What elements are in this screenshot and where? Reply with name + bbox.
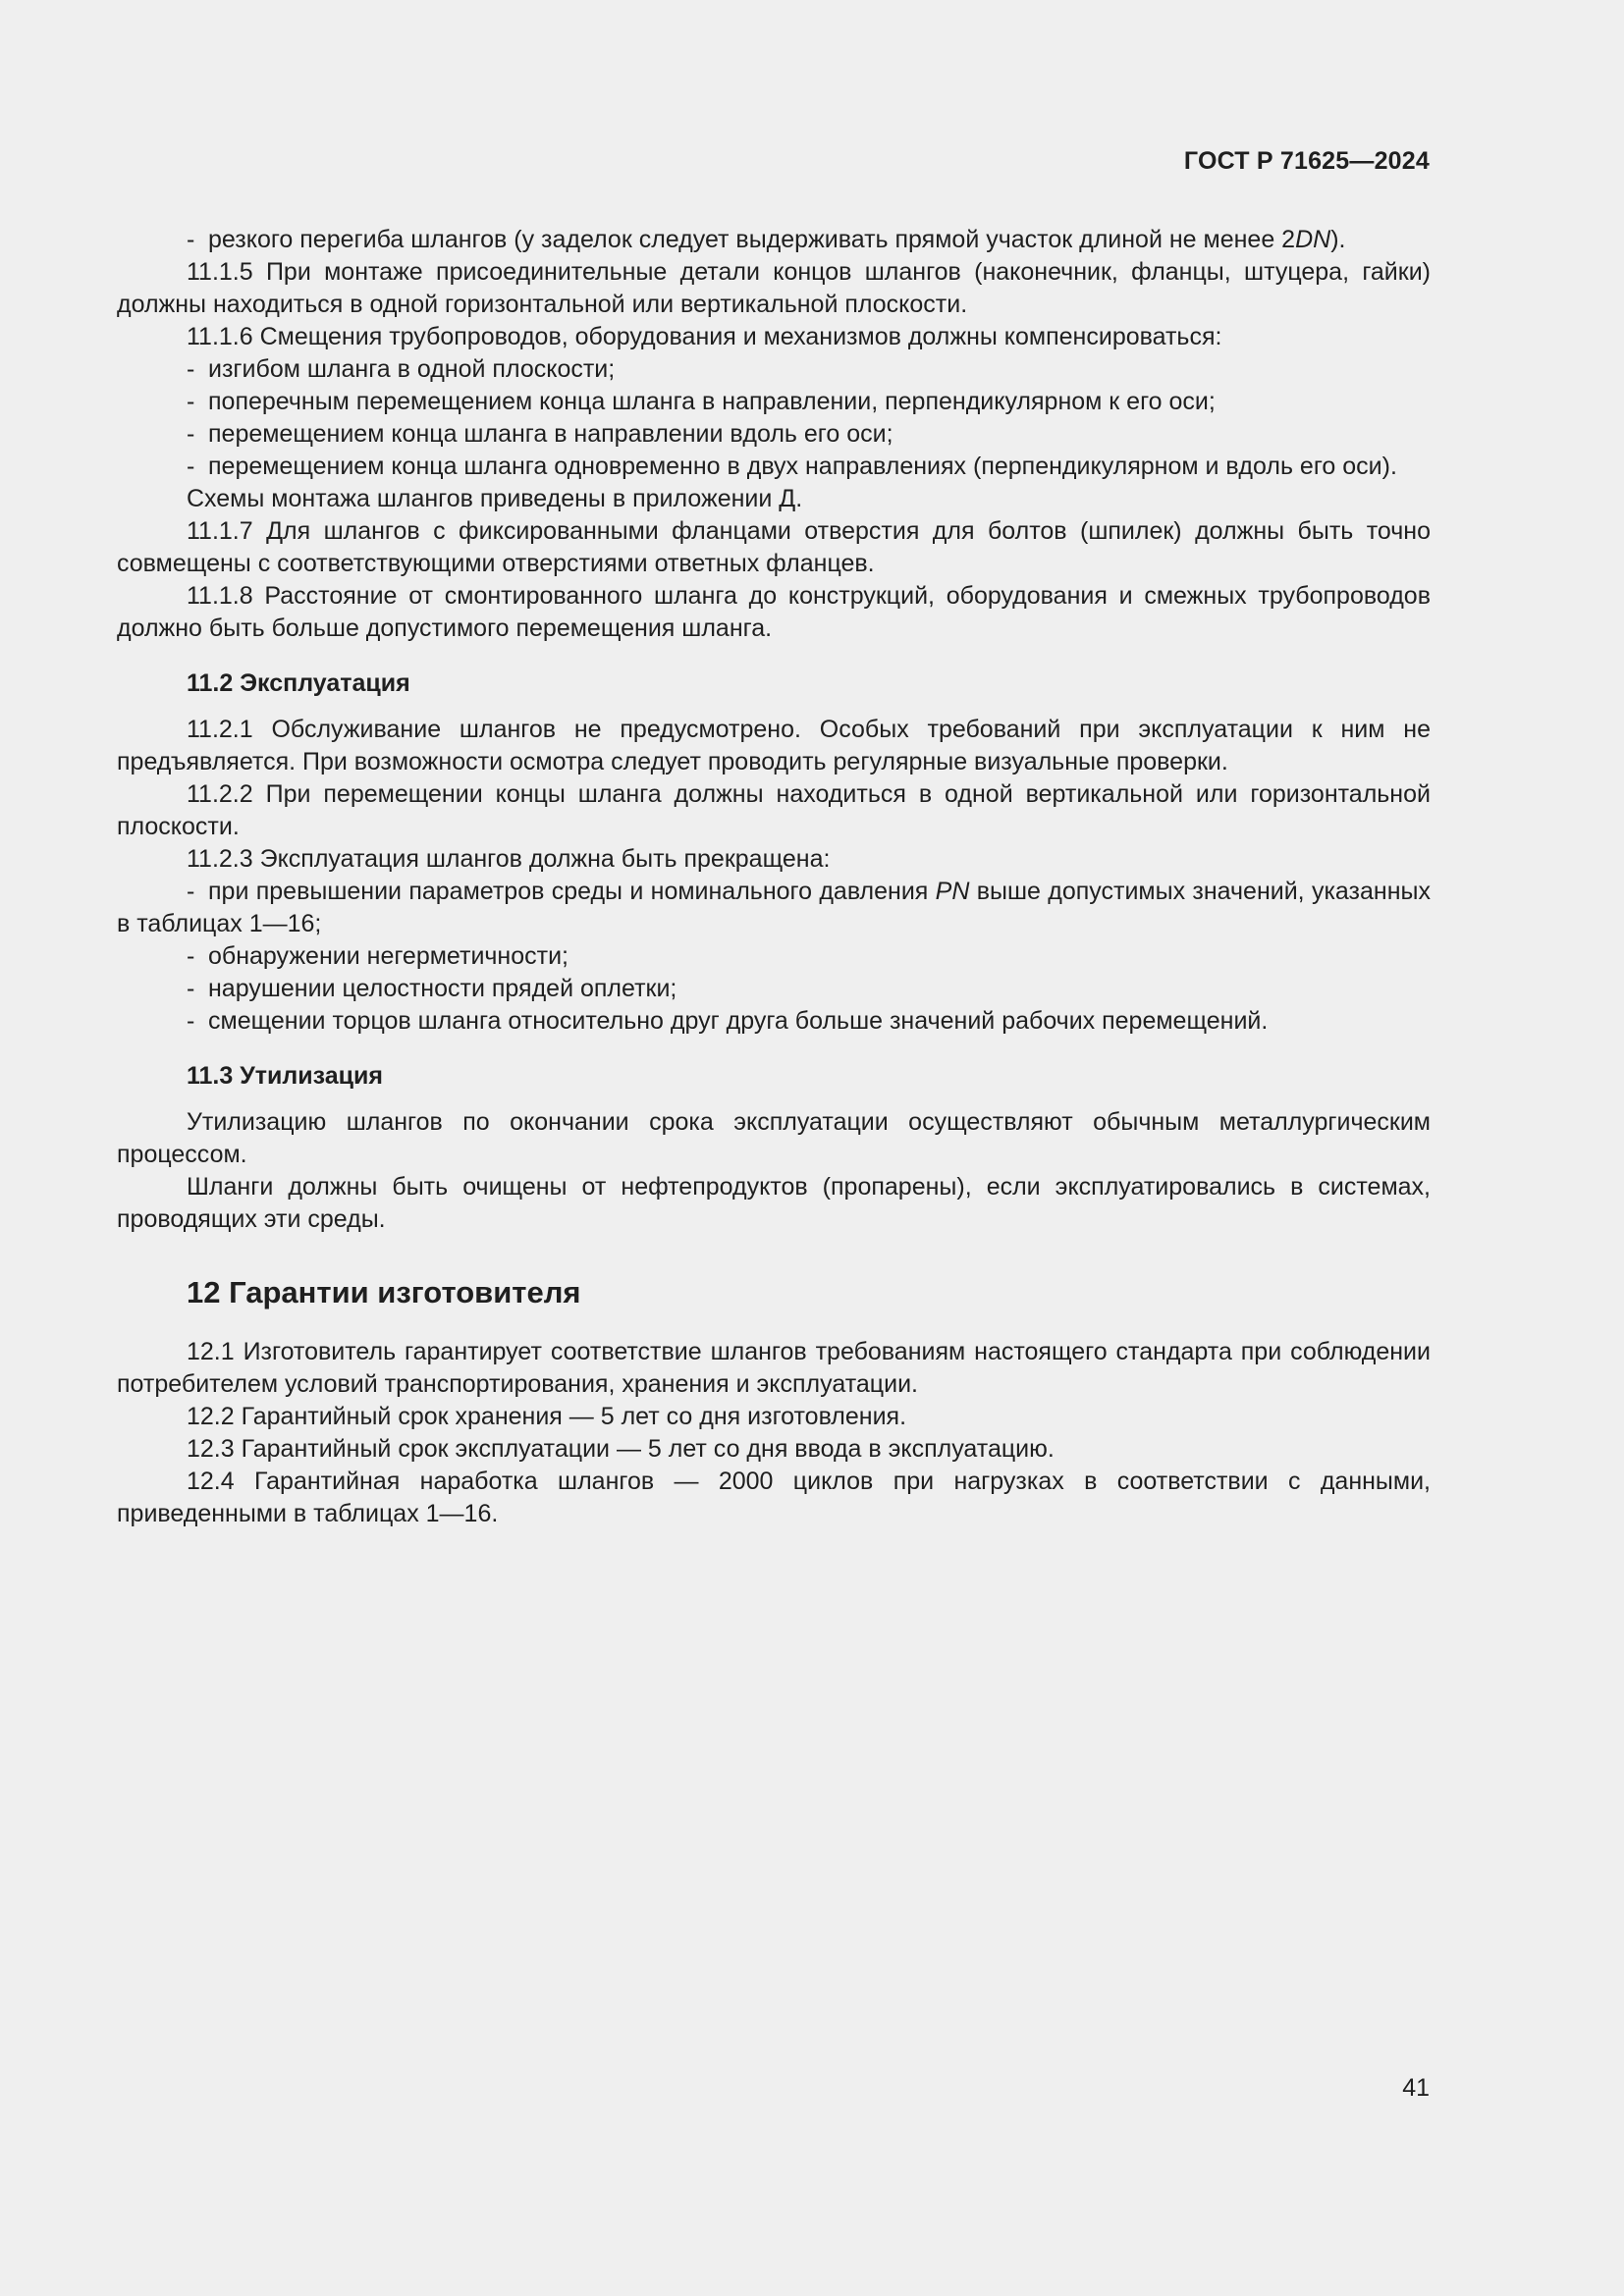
- paragraph-11-1-6: 11.1.6 Смещения трубопроводов, оборудования и механизмов должны компенсироваться:: [187, 323, 1222, 350]
- list-item-text: перемещением конца шланга одновременно в двух направлениях (перпендикулярном и вдоль его оси).: [208, 453, 1397, 480]
- paragraph-11-1-8: 11.1.8 Расстояние от смонтированного шланга до конструкций, оборудования и смежных трубопроводов должно быть больше допустимого перемещения шланга.: [117, 582, 1431, 642]
- list-item-text: нарушении целостности прядей оплетки;: [208, 975, 677, 1002]
- list-item-text: обнаружении негерметичности;: [208, 942, 569, 970]
- page-body: [117, 224, 1431, 1530]
- italic-symbol: PN: [935, 878, 970, 905]
- paragraph-schemes: Схемы монтажа шлангов приведены в приложении Д.: [187, 485, 803, 512]
- dash-marker: -: [187, 453, 195, 480]
- list-item: [117, 386, 1431, 418]
- paragraph-11-2-3: 11.2.3 Эксплуатация шлангов должна быть прекращена:: [187, 845, 831, 873]
- paragraph-12-2: 12.2 Гарантийный срок хранения — 5 лет со дня изготовления.: [187, 1403, 907, 1430]
- list-item-text-end: выше допустимых значений, указанных в таблицах 1—16;: [117, 878, 1431, 937]
- paragraph-11-1-5: 11.1.5 При монтаже присоединительные детали концов шлангов (наконечник, фланцы, штуцера, гайки) должны находиться в одной горизонтальной или вертикальной плоскости.: [117, 258, 1431, 318]
- list-item: [117, 940, 1431, 973]
- dash-marker: -: [187, 1007, 195, 1035]
- list-item-text: перемещением конца шланга в направлении вдоль его оси;: [208, 420, 893, 448]
- subsection-heading-11-3: 11.3 Утилизация: [187, 1062, 383, 1090]
- subsection-heading-11-2: 11.2 Эксплуатация: [187, 669, 410, 697]
- section-heading-12: 12 Гарантии изготовителя: [187, 1275, 581, 1309]
- dash-marker: -: [187, 388, 195, 415]
- paragraph-12-3: 12.3 Гарантийный срок эксплуатации — 5 лет со дня ввода в эксплуатацию.: [187, 1435, 1055, 1463]
- dash-marker: -: [187, 975, 195, 1002]
- list-item-text: поперечным перемещением конца шланга в направлении, перпендикулярном к его оси;: [208, 388, 1216, 415]
- list-item: [117, 973, 1431, 1005]
- paragraph-12-1: 12.1 Изготовитель гарантирует соответствие шлангов требованиям настоящего стандарта при соблюдении потребителем условий транспортирования, хранения и эксплуатации.: [117, 1338, 1431, 1398]
- list-item: [117, 876, 1431, 940]
- dash-marker: -: [187, 878, 195, 905]
- list-item: [117, 1005, 1431, 1038]
- dash-marker: -: [187, 942, 195, 970]
- paragraph-11-1-7: 11.1.7 Для шлангов с фиксированными фланцами отверстия для болтов (шпилек) должны быть точно совмещены с соответствующими отверстиями ответных фланцев.: [117, 517, 1431, 577]
- dash-marker: -: [187, 420, 195, 448]
- list-item-text: смещении торцов шланга относительно друг друга больше значений рабочих перемещений.: [208, 1007, 1269, 1035]
- paragraph-disposal: Утилизацию шлангов по окончании срока эксплуатации осуществляют обычным металлургическим процессом.: [117, 1108, 1431, 1168]
- paragraph-11-2-2: 11.2.2 При перемещении концы шланга должны находиться в одной вертикальной или горизонтальной плоскости.: [117, 780, 1431, 840]
- paragraph-11-2-1: 11.2.1 Обслуживание шлангов не предусмотрено. Особых требований при эксплуатации к ним не предъявляется. При возможности осмотра следует проводить регулярные визуальные проверки.: [117, 716, 1431, 775]
- list-item-text-end: ).: [1330, 226, 1346, 253]
- list-item: [117, 451, 1431, 483]
- italic-symbol: DN: [1295, 226, 1331, 253]
- list-item-text: изгибом шланга в одной плоскости;: [208, 355, 616, 383]
- document-header-id: ГОСТ Р 71625—2024: [1183, 147, 1430, 175]
- page-number: 41: [1402, 2074, 1430, 2102]
- list-item: [117, 418, 1431, 451]
- list-item: [117, 353, 1431, 386]
- list-item: [117, 224, 1431, 256]
- dash-marker: -: [187, 355, 195, 383]
- list-item-text: при превышении параметров среды и номинального давления: [208, 878, 936, 905]
- paragraph-cleaning: Шланги должны быть очищены от нефтепродуктов (пропарены), если эксплуатировались в системах, проводящих эти среды.: [117, 1173, 1431, 1233]
- dash-marker: -: [187, 226, 195, 253]
- list-item-text: резкого перегиба шлангов (у заделок следует выдерживать прямой участок длиной не менее 2: [208, 226, 1296, 253]
- paragraph-12-4: 12.4 Гарантийная наработка шлангов — 2000 циклов при нагрузках в соответствии с данными, приведенными в таблицах 1—16.: [117, 1468, 1431, 1527]
